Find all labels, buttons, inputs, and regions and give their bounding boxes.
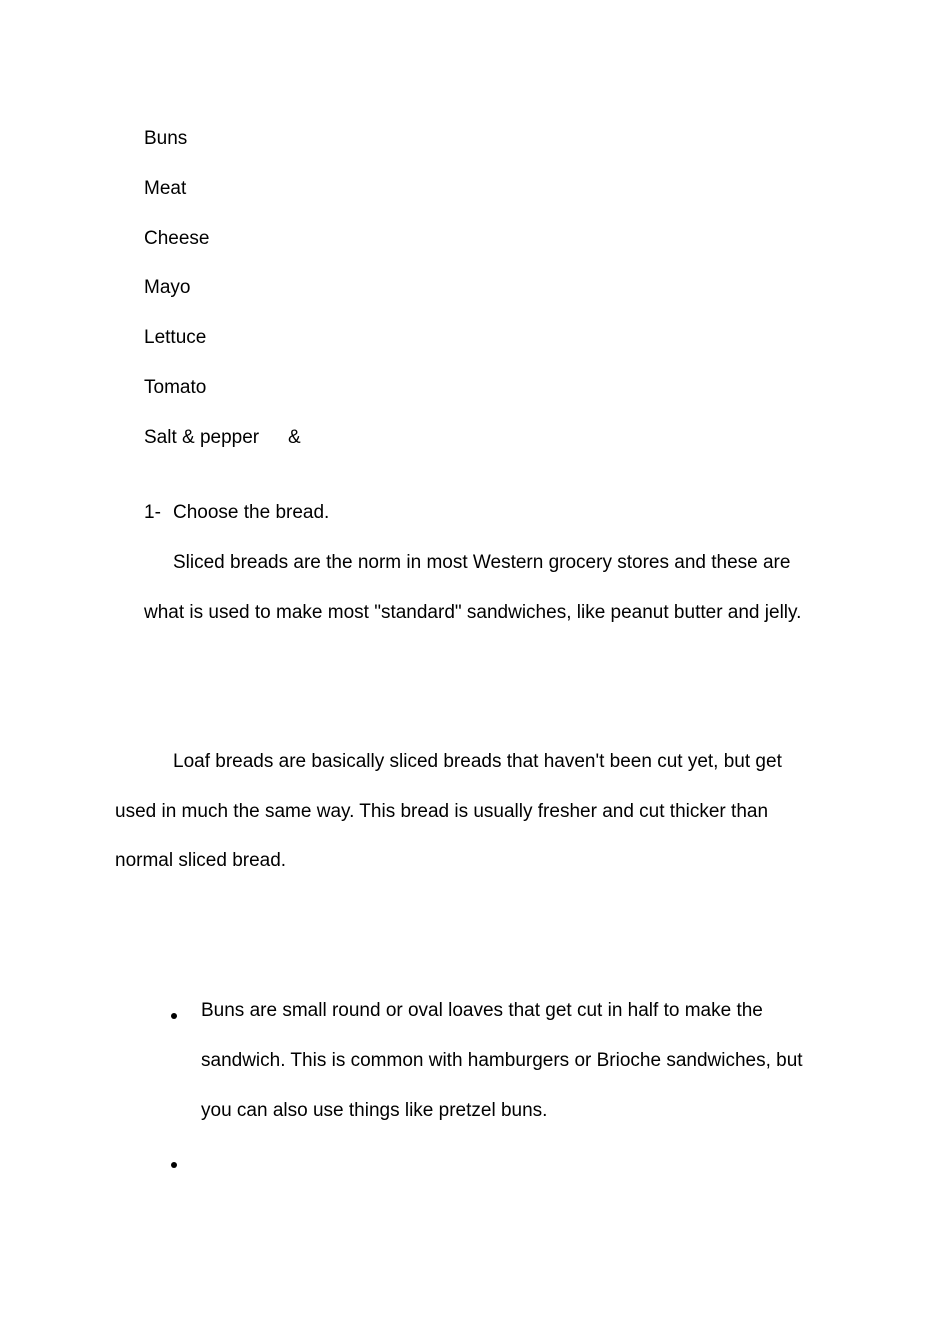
bullet-icon bbox=[171, 1162, 177, 1168]
buns-bullet-line-3: you can also use things like pretzel buns. bbox=[201, 1100, 548, 1121]
bullet-icon bbox=[171, 1013, 177, 1019]
buns-bullet-line-2: sandwich. This is common with hamburgers or Brioche sandwiches, but bbox=[201, 1050, 803, 1071]
ingredient-meat: Meat bbox=[144, 178, 187, 199]
ingredient-cheese: Cheese bbox=[144, 228, 210, 249]
ingredient-trailing-ampersand: & bbox=[288, 427, 301, 448]
buns-bullet-line-1: Buns are small round or oval loaves that get cut in half to make the bbox=[201, 1000, 763, 1021]
step-number: 1- bbox=[144, 502, 161, 523]
sliced-bread-line-2: what is used to make most "standard" sandwiches, like peanut butter and jelly. bbox=[144, 602, 802, 623]
loaf-bread-line-1: Loaf breads are basically sliced breads that haven't been cut yet, but get bbox=[173, 751, 782, 772]
sliced-bread-line-1: Sliced breads are the norm in most Western grocery stores and these are bbox=[173, 552, 791, 573]
step-heading: Choose the bread. bbox=[173, 502, 330, 523]
loaf-bread-line-3: normal sliced bread. bbox=[115, 850, 287, 871]
ingredient-buns: Buns bbox=[144, 128, 188, 149]
loaf-bread-line-2: used in much the same way. This bread is usually fresher and cut thicker than bbox=[115, 801, 769, 822]
ingredient-lettuce: Lettuce bbox=[144, 327, 207, 348]
ingredient-tomato: Tomato bbox=[144, 377, 207, 398]
ingredient-salt-pepper: Salt & pepper bbox=[144, 427, 260, 448]
ingredient-mayo: Mayo bbox=[144, 277, 191, 298]
